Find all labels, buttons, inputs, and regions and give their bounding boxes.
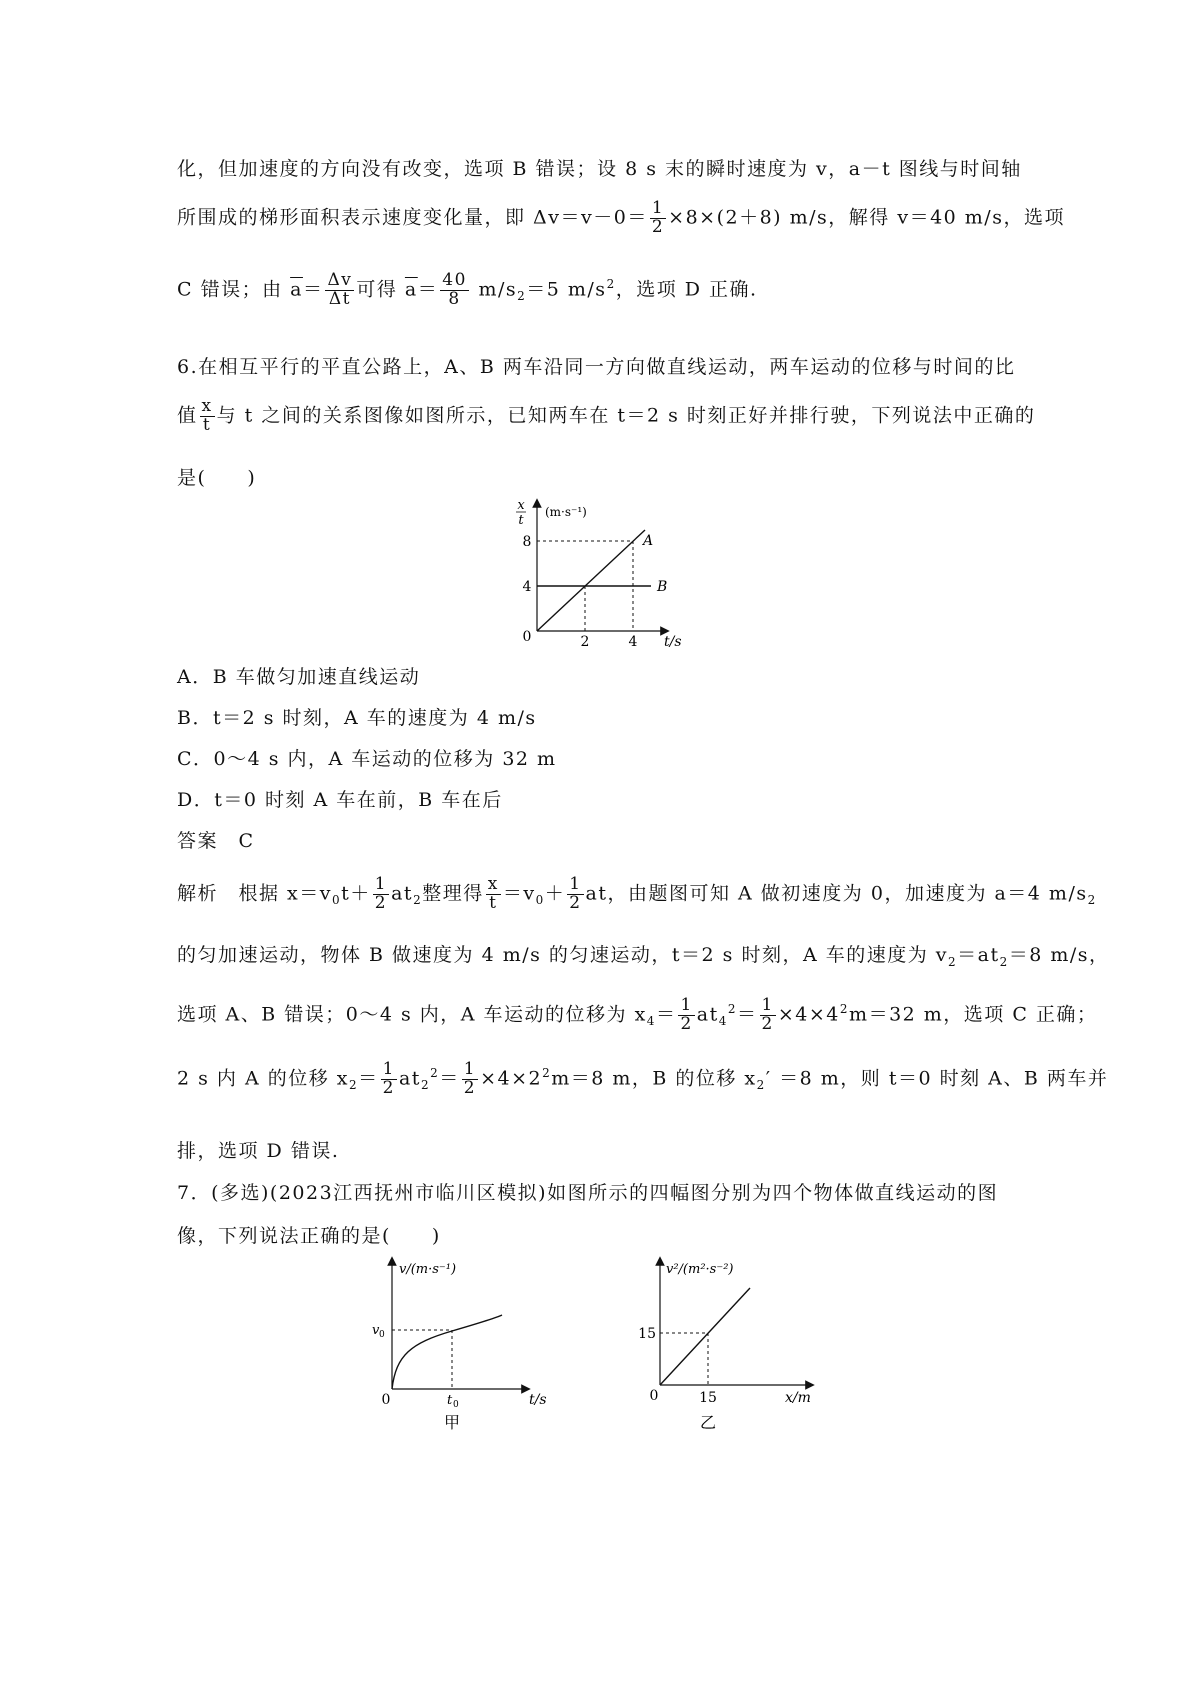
fraction-denominator: 8: [448, 288, 461, 309]
fraction-numerator: Δv: [327, 270, 353, 290]
text-segment: ，选项 D 正确.: [615, 278, 758, 301]
subscript: 4: [646, 1014, 656, 1029]
text-segment: ＝v: [502, 882, 536, 905]
y-axis-label: v²/(m²·s⁻²): [666, 1262, 734, 1277]
text-segment: 选项 A、B 错误；0～4 s 内，A 车运动的位移为 x: [177, 1003, 647, 1026]
question-6-line: [177, 352, 1015, 379]
text-segment: m＝32 m，选项 C 正确；: [849, 1003, 1098, 1026]
fraction: [678, 997, 694, 1034]
fraction-denominator: 2: [680, 1013, 693, 1034]
fraction: [325, 272, 354, 309]
text-segment: 与 t 之间的关系图像如图所示，已知两车在 t＝2 s 时刻正好并排行驶，下列说法中正确的: [216, 404, 1036, 427]
text-segment: ＝: [737, 1003, 758, 1026]
text-segment: ＝5 m/s: [526, 278, 607, 301]
x-axis-label: t/s: [529, 1392, 547, 1408]
superscript: 2: [430, 1066, 440, 1081]
text-segment: at: [398, 1067, 421, 1090]
text-segment: 可得: [356, 278, 398, 301]
question-6-line: [177, 398, 1035, 435]
subscript: 2: [348, 1078, 359, 1093]
subscript: 2: [413, 893, 423, 908]
y-tick-label: 4: [522, 579, 532, 595]
text-line: [177, 154, 1022, 181]
superscript: 2: [727, 1002, 738, 1017]
text-segment: B．t＝2 s 时刻，A 车的速度为 4 m/s: [177, 707, 537, 729]
figure-q6: [505, 498, 705, 662]
superscript: 2: [542, 1066, 552, 1081]
mean-acceleration-symbol: $\overline{a}$: [404, 278, 418, 301]
text-segment: 6.在相互平行的平直公路上，A、B 两车沿同一方向做直线运动，两车运动的位移与时间的比: [177, 356, 1016, 378]
figure-q7-jia-svg: [366, 1255, 566, 1430]
text-segment: 排，选项 D 错误.: [177, 1140, 340, 1162]
text-segment: m＝8 m，B 的位移 x: [551, 1067, 757, 1090]
fraction-numerator: 1: [761, 995, 774, 1015]
fraction-denominator: Δt: [328, 288, 351, 309]
text-segment: 2 s 内 A 的位移 x: [177, 1067, 349, 1090]
x-axis-label: x/m: [785, 1390, 811, 1406]
text-segment: ＝: [302, 278, 324, 301]
fraction-numerator: 1: [374, 874, 388, 894]
text-line: [177, 200, 1065, 237]
text-segment: ×4×4: [777, 1003, 840, 1026]
subscript: 0: [332, 893, 342, 908]
text-line-content: 化，但加速度的方向没有改变，选项 B 错误；设 8 s 末的瞬时速度为 v，a－t 图线与时间轴: [177, 158, 1022, 180]
solution-line: [177, 940, 1110, 969]
y-tick-label: 15: [638, 1326, 656, 1342]
text-segment: at: [696, 1003, 719, 1026]
text-segment: ×4×2: [480, 1067, 543, 1090]
text-segment: A．B 车做匀加速直线运动: [177, 666, 421, 688]
figure-q7-yi-svg: [630, 1255, 830, 1430]
figure-caption: 甲: [443, 1413, 461, 1432]
text-segment: ＝: [655, 1003, 677, 1026]
fraction-numerator: 1: [569, 874, 582, 894]
fraction-numerator: 1: [651, 198, 665, 218]
fraction: [650, 200, 666, 237]
subscript: 2: [999, 954, 1009, 969]
fraction: [486, 876, 501, 913]
fraction: [373, 876, 389, 913]
figure-q7-jia: [366, 1255, 566, 1434]
x-tick-label: 15: [699, 1390, 717, 1406]
option-c: [177, 744, 557, 771]
answer-line: [177, 826, 255, 853]
fraction: [440, 272, 469, 309]
solution-line: [177, 876, 1097, 913]
text-segment: 7．(多选)(2023江西抚州市临川区模拟)如图所示的四幅图分别为四个物体做直线运动的图: [177, 1182, 999, 1204]
fraction-denominator: 2: [569, 892, 582, 913]
y-tick-subscript: 0: [379, 1330, 385, 1340]
subscript: 0: [535, 893, 545, 908]
text-segment: t＋: [341, 882, 371, 905]
y-axis-label: v/(m·s⁻¹): [399, 1262, 457, 1277]
text-segment: ＋: [544, 882, 566, 905]
question-7-line: [177, 1178, 998, 1205]
text-segment: ＝: [358, 1067, 379, 1090]
fraction-denominator: 2: [374, 892, 388, 913]
v2-x-line: [660, 1288, 750, 1385]
y-label-numerator: x: [517, 498, 525, 513]
text-segment: ×8×(2＋8) m/s，解得 v＝40 m/s，选项: [668, 206, 1065, 229]
text-segment: ＝8 m/s，: [1008, 944, 1110, 966]
subscript: 2: [1087, 893, 1097, 908]
option-a: [177, 662, 420, 689]
fraction-numerator: 40: [442, 270, 467, 290]
origin-label: 0: [381, 1392, 391, 1408]
text-segment: C．0～4 s 内，A 车运动的位移为 32 m: [177, 748, 557, 770]
fraction: [462, 1061, 478, 1098]
figure-q7-yi: [630, 1255, 830, 1434]
solution-line: [177, 1136, 339, 1163]
figure-caption: 乙: [699, 1413, 717, 1432]
x-tick-label: 2: [580, 634, 590, 650]
x-axis-label: t/s: [664, 634, 682, 650]
text-segment: ′ ＝8 m，则 t＝0 时刻 A、B 两车并: [765, 1067, 1109, 1090]
origin-label: 0: [649, 1388, 659, 1404]
origin-label: 0: [522, 629, 532, 645]
x-tick-subscript: 0: [453, 1400, 459, 1410]
text-segment: 值: [177, 404, 198, 427]
text-segment: at: [391, 882, 414, 905]
fraction-denominator: t: [202, 414, 212, 435]
fraction-numerator: 1: [463, 1059, 477, 1079]
question-7-line: [177, 1221, 441, 1248]
fraction: [200, 398, 215, 435]
text-segment: C 错误；由: [177, 278, 283, 301]
subscript: 2: [756, 1078, 766, 1093]
fraction-numerator: x: [487, 874, 499, 894]
text-segment: 答案 C: [177, 830, 255, 852]
text-segment: 像，下列说法正确的是( ): [177, 1225, 441, 1247]
y-tick-label: 8: [522, 534, 532, 550]
text-segment: D．t＝0 时刻 A 车在前，B 车在后: [177, 789, 503, 811]
solution-line: [177, 1061, 1108, 1098]
y-label-denominator: t: [518, 513, 524, 528]
y-unit: (m·s⁻¹): [545, 505, 587, 519]
solution-line: [177, 997, 1097, 1034]
x-tick-label: 4: [628, 634, 638, 650]
x-tick-label: t: [447, 1393, 453, 1408]
text-segment: 是( ): [177, 467, 257, 489]
line-a: [537, 530, 645, 631]
subscript: 2: [948, 954, 958, 969]
text-segment: 整理得: [422, 882, 484, 905]
option-d: [177, 785, 503, 812]
superscript: 2: [606, 277, 616, 292]
text-segment: at，由题图可知 A 做初速度为 0，加速度为 a＝4 m/s: [585, 882, 1088, 905]
fraction: [760, 997, 776, 1034]
text-segment: m/s: [478, 278, 518, 301]
text-segment: 的匀加速运动，物体 B 做速度为 4 m/s 的匀速运动，t＝2 s 时刻，A 车的速度为 v: [177, 944, 949, 966]
text-line: [177, 272, 758, 309]
text-segment: 解析 根据 x＝v: [177, 882, 332, 905]
fraction-denominator: 2: [651, 216, 665, 237]
option-b: [177, 703, 537, 730]
fraction-denominator: 2: [382, 1077, 395, 1098]
mean-acceleration-symbol: $\overline{a}$: [290, 278, 303, 301]
text-segment: 所围成的梯形面积表示速度变化量，即 Δv＝v－0＝: [177, 206, 648, 229]
text-segment: ＝at: [957, 944, 1000, 966]
fraction-numerator: 1: [680, 995, 693, 1015]
y-tick-label: v: [372, 1323, 380, 1338]
v-t-curve: [392, 1315, 502, 1389]
fraction-denominator: t: [489, 892, 498, 913]
subscript: 4: [718, 1014, 728, 1029]
subscript: 2: [517, 289, 527, 304]
fraction: [381, 1061, 397, 1098]
fraction: [567, 876, 583, 913]
question-6-line: [177, 463, 256, 490]
figure-q6-svg: [505, 498, 705, 658]
superscript: 2: [839, 1002, 850, 1017]
fraction-denominator: 2: [463, 1077, 477, 1098]
fraction-numerator: 1: [382, 1059, 395, 1079]
series-label-b: B: [657, 579, 668, 595]
fraction-denominator: 2: [761, 1013, 774, 1034]
subscript: 2: [420, 1078, 431, 1093]
series-label-a: A: [643, 533, 654, 549]
text-segment: ＝: [417, 278, 439, 301]
text-segment: ＝: [439, 1067, 460, 1090]
fraction-numerator: x: [201, 396, 213, 416]
